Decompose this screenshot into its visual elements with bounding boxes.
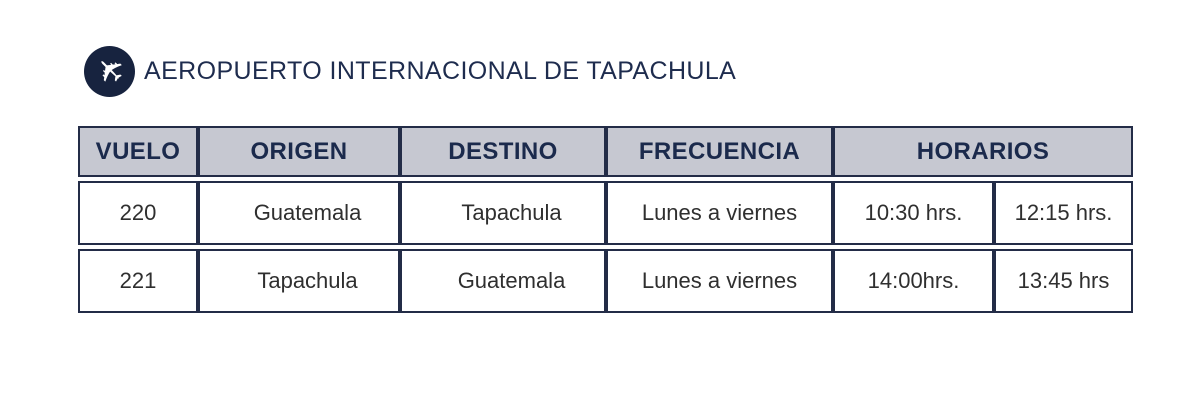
cell-vuelo: 221 [78, 249, 198, 313]
table-row-flight-221 [78, 249, 1133, 313]
page-title: AEROPUERTO INTERNACIONAL DE TAPACHULA [144, 57, 737, 85]
cell-horario-llegada: 13:45 hrs [994, 249, 1133, 313]
cell-destino: Tapachula [400, 181, 606, 245]
cell-horario-llegada: 12:15 hrs. [994, 181, 1133, 245]
flight-schedule-table [78, 122, 1133, 317]
col-header-frecuencia: FRECUENCIA [606, 126, 833, 177]
table-body [78, 181, 1133, 313]
airplane-glyph: ✈ [85, 46, 134, 95]
cell-destino: Guatemala [400, 249, 606, 313]
cell-horario-salida: 10:30 hrs. [833, 181, 994, 245]
cell-frecuencia: Lunes a viernes [606, 181, 833, 245]
col-header-horarios: HORARIOS [833, 126, 1133, 177]
airplane-icon [84, 46, 135, 97]
cell-vuelo: 220 [78, 181, 198, 245]
cell-origen: Guatemala [198, 181, 400, 245]
table-header [78, 126, 1133, 177]
cell-origen: Tapachula [198, 249, 400, 313]
cell-horario-salida: 14:00hrs. [833, 249, 994, 313]
brand-header [84, 46, 736, 97]
table-row-flight-220 [78, 181, 1133, 245]
header-row [78, 126, 1133, 177]
col-header-vuelo: VUELO [78, 126, 198, 177]
col-header-origen: ORIGEN [198, 126, 400, 177]
cell-frecuencia: Lunes a viernes [606, 249, 833, 313]
col-header-destino: DESTINO [400, 126, 606, 177]
